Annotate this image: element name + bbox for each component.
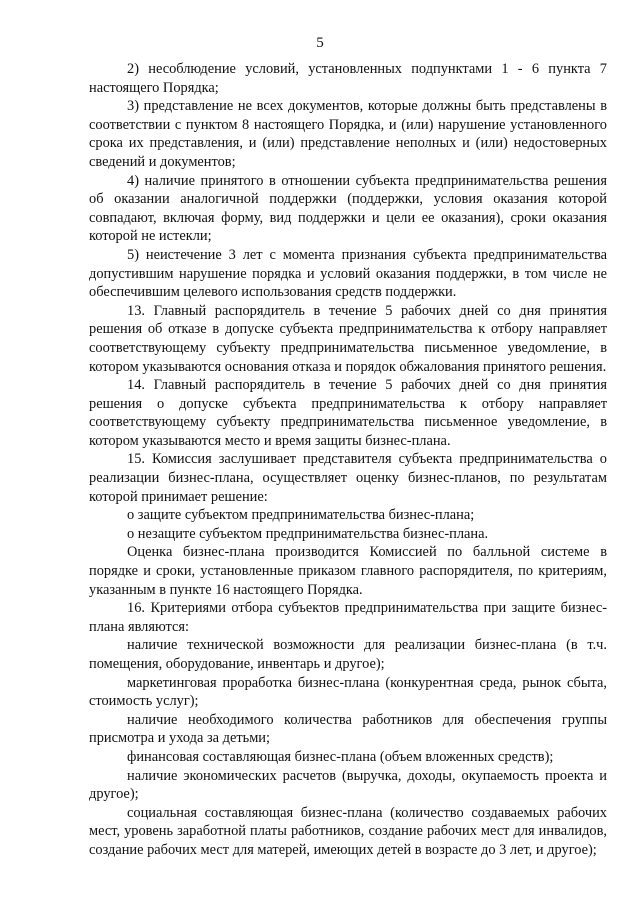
page-number: 5: [316, 35, 324, 51]
paragraph-criterion-technical: наличие технической возможности для реализации бизнес-плана (в т.ч. помещения, оборудование, инвентарь и другое);: [89, 637, 607, 672]
document-body: [89, 60, 607, 860]
paragraph-criterion-social: социальная составляющая бизнес-плана (количество создаваемых рабочих мест, уровень заработной платы работников, создание рабочих мест для инвалидов, создание рабочих мест для матерей, имеющих детей в возрасте до 3 лет, и другое);: [89, 804, 607, 858]
paragraph-clause-14: 14. Главный распорядитель в течение 5 рабочих дней со дня принятия решения о допуске субъекта предпринимательства к отбору направляет соответствующему субъекту предпринимательства письменное уведомление, в котором указываются место и время защиты бизнес-плана.: [89, 377, 607, 449]
paragraph-evaluation: Оценка бизнес-плана производится Комиссией по балльной системе в порядке и сроки, установленные приказом главного распорядителя, по критериям, указанным в пункте 16 настоящего Порядка.: [89, 544, 607, 598]
paragraph-criterion-financial: финансовая составляющая бизнес-плана (объем вложенных средств);: [127, 748, 554, 765]
paragraph-criterion-economic: наличие экономических расчетов (выручка, доходы, окупаемость проекта и другое);: [89, 767, 607, 803]
paragraph-subitem-3: 3) представление не всех документов, которые должны быть представлены в соответствии с пунктом 8 настоящего Порядка, и (или) нарушение установленного срока их представления, и (или) представление неполных и (или) недостоверных сведений и документов;: [89, 98, 607, 170]
paragraph-criterion-staff: наличие необходимого количества работников для обеспечения группы присмотра и ухода за детьми;: [89, 711, 607, 747]
paragraph-subitem-2: 2) несоблюдение условий, установленных подпунктами 1 - 6 пункта 7 настоящего Порядка;: [89, 61, 607, 96]
paragraph-clause-15: 15. Комиссия заслушивает представителя субъекта предпринимательства о реализации бизнес-плана, осуществляет оценку бизнес-планов, по результатам которой принимает решение:: [89, 451, 607, 505]
paragraph-clause-13: 13. Главный распорядитель в течение 5 рабочих дней со дня принятия решения об отказе в допуске субъекта предпринимательства к отбору направляет соответствующему субъекту предпринимательства письменное уведомление, в котором указываются основания отказа и порядок обжалования принятого решения.: [89, 302, 607, 375]
paragraph-criterion-marketing: маркетинговая проработка бизнес-плана (конкурентная среда, рынок сбыта, стоимость услуг);: [89, 674, 607, 710]
paragraph-decision-not-defended: о незащите субъектом предпринимательства бизнес-плана.: [127, 525, 489, 542]
paragraph-clause-16: 16. Критериями отбора субъектов предпринимательства при защите бизнес-плана являются:: [89, 600, 607, 635]
paragraph-decision-defended: о защите субъектом предпринимательства бизнес-плана;: [127, 507, 475, 524]
paragraph-subitem-4: 4) наличие принятого в отношении субъекта предпринимательства решения об оказании аналогичной поддержки (поддержки, условия оказания которой совпадают, включая форму, вид поддержки и цели ее оказания), сроки оказания которой не истекли;: [89, 172, 607, 245]
paragraph-subitem-5: 5) неистечение 3 лет с момента признания субъекта предпринимательства допустившим нарушение порядка и условий оказания поддержки, в том числе не обеспечившим целевого использования средств поддержки.: [89, 246, 607, 301]
